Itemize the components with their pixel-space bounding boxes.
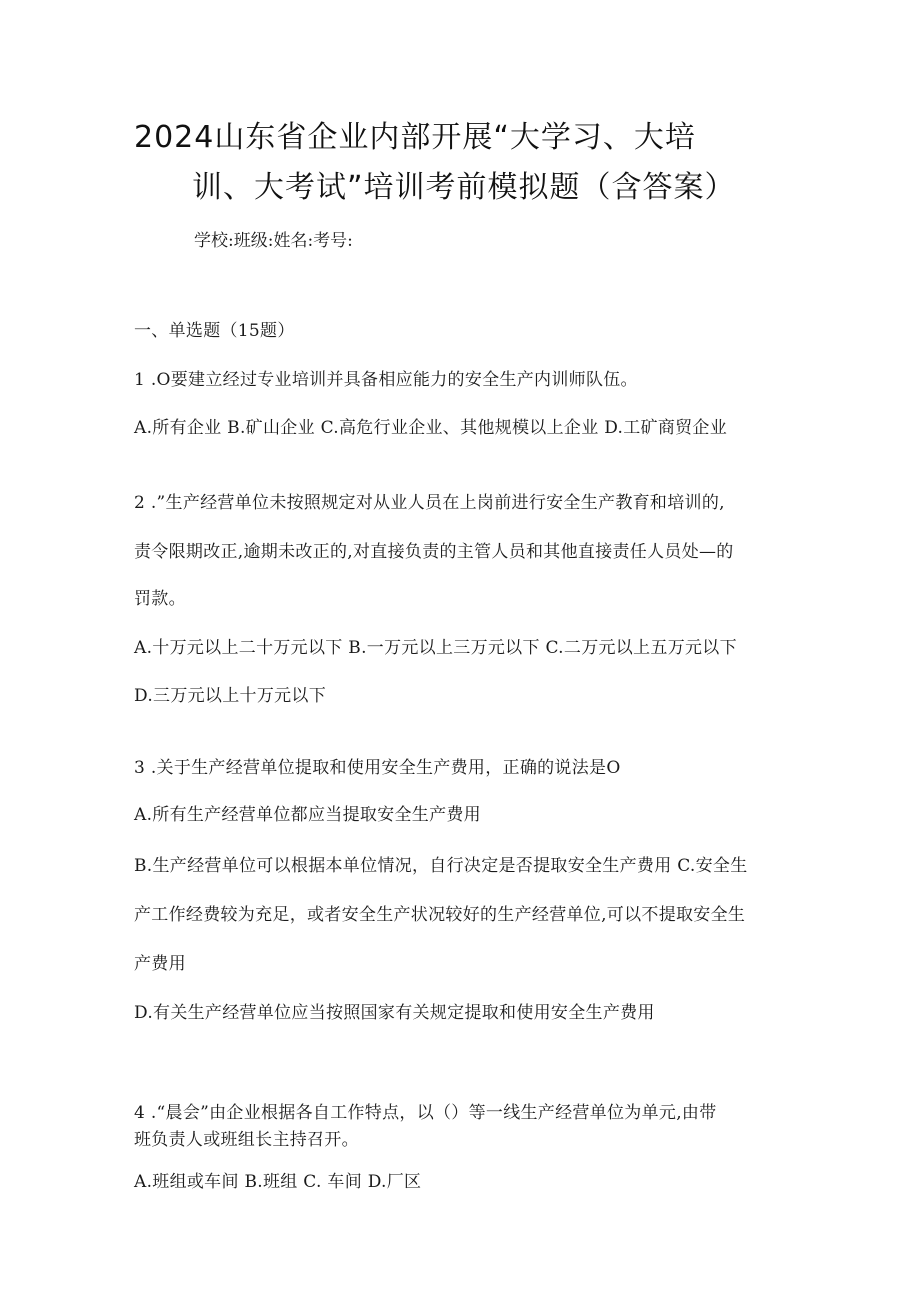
question-2-options-line-1: A.十万元以上二十万元以下 B.一万元以上三万元以下 C.二万元以上五万元以下 [134, 638, 737, 658]
question-2-options-line-2: D.三万元以上十万元以下 [134, 686, 327, 706]
question-3-option-b-line-2: 产工作经费较为充足，或者安全生产状况较好的生产经营单位,可以不提取安全生 [134, 905, 746, 925]
question-3-option-b-line-1: B.生产经营单位可以根据本单位情况，自行决定是否提取安全生产费用 C.安全生 [134, 856, 748, 876]
document-title-line-1: 2024山东省企业内部开展“大学习、大培 [134, 120, 696, 155]
question-4-text-line-1: 4 .“晨会”由企业根据各自工作特点，以（）等一线生产经营单位为单元,由带 [134, 1103, 717, 1123]
question-2-text-line-1: 2 .”生产经营单位未按照规定对从业人员在上岗前进行安全生产教育和培训的, [134, 493, 725, 513]
question-3-option-a: A.所有生产经营单位都应当提取安全生产费用 [134, 805, 481, 825]
student-info-line: 学校:班级:姓名:考号: [194, 231, 353, 251]
question-3-text: 3 .关于生产经营单位提取和使用安全生产费用，正确的说法是O [134, 758, 621, 778]
question-1-options: A.所有企业 B.矿山企业 C.高危行业企业、其他规模以上企业 D.工矿商贸企业 [134, 418, 728, 438]
question-3-option-b-line-3: 产费用 [134, 954, 186, 974]
question-2-text-line-2: 责令限期改正,逾期未改正的,对直接负责的主管人员和其他直接责任人员处—的 [134, 542, 734, 562]
section-heading: 一、单选题（15题） [134, 321, 295, 341]
question-3-option-d: D.有关生产经营单位应当按照国家有关规定提取和使用安全生产费用 [134, 1003, 655, 1023]
question-1-text: 1 .O要建立经过专业培训并具备相应能力的安全生产内训师队伍。 [134, 370, 638, 390]
document-title-line-2: 训、大考试”培训考前模拟题（含答案） [192, 170, 736, 205]
question-4-text-line-2: 班负责人或班组长主持召开。 [134, 1130, 359, 1150]
question-2-text-line-3: 罚款。 [134, 589, 186, 609]
question-4-options: A.班组或车间 B.班组 C. 车间 D.厂区 [134, 1172, 422, 1192]
